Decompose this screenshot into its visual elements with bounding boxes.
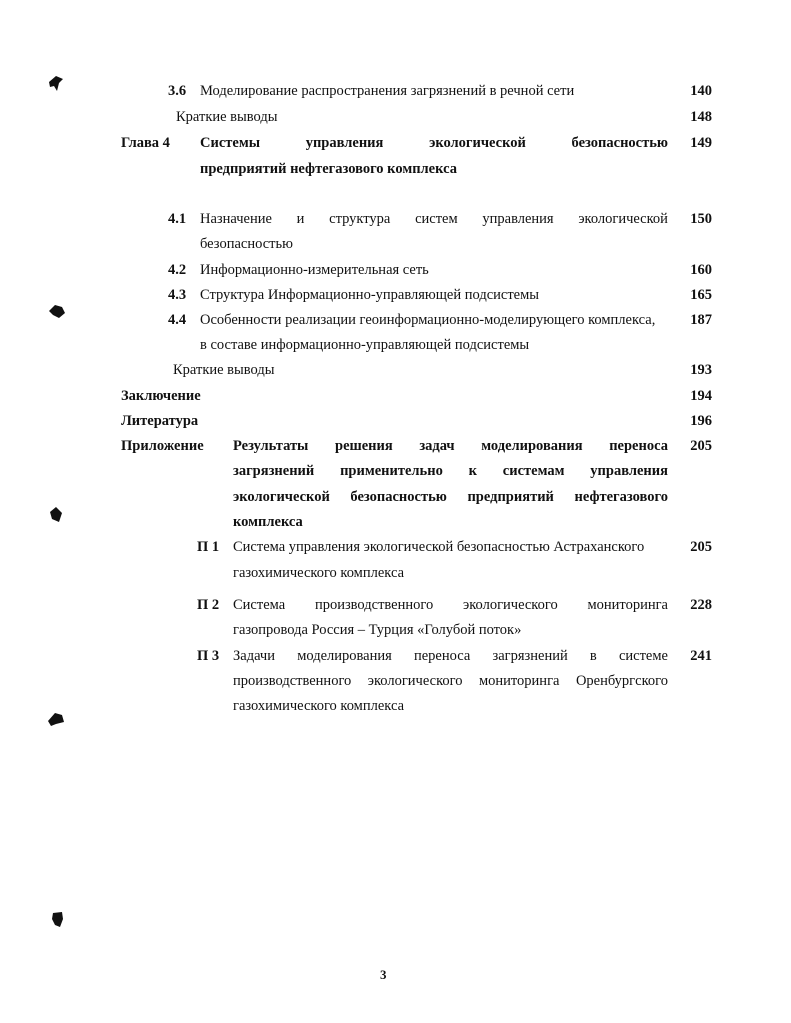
word: производственного	[233, 673, 352, 689]
toc-page-p3: 241	[690, 648, 712, 664]
toc-title-4-2: Информационно-измерительная сеть	[200, 262, 429, 278]
toc-page-4-4: 187	[690, 312, 712, 328]
binding-mark-2	[47, 303, 67, 321]
toc-title-3-6: Моделирование распространения загрязнений в речной сети	[200, 83, 575, 99]
toc-title-4-3: Структура Информационно-управляющей подсистемы	[200, 287, 540, 303]
word: экологического	[463, 597, 558, 613]
toc-appendix-title-line4: комплекса	[233, 514, 303, 530]
binding-mark-5	[49, 910, 67, 930]
toc-page-chapter-4: 149	[690, 135, 712, 151]
page-number: 3	[380, 967, 387, 982]
toc-num-p1: П 1	[197, 539, 220, 555]
toc-title-p3-line3: газохимического комплекса	[233, 698, 405, 714]
word: системам	[502, 463, 565, 479]
word: экологической	[429, 135, 526, 151]
toc-page-literature: 196	[690, 413, 712, 429]
word: безопасностью	[350, 489, 447, 505]
toc-num-p3: П 3	[197, 648, 220, 664]
word: моделирования	[297, 648, 392, 664]
toc-page-4-2: 160	[690, 262, 712, 278]
toc-page-summary-3: 148	[690, 109, 712, 125]
word: переноса	[609, 438, 668, 454]
word: загрязнений	[492, 648, 568, 664]
toc-appendix-title-line3	[233, 488, 668, 506]
word: Система	[233, 597, 286, 613]
toc-page-p1: 205	[690, 539, 712, 555]
toc-page-conclusion: 194	[690, 388, 712, 404]
word: структура	[329, 211, 391, 227]
toc-chapter-4-title-line2: предприятий нефтегазового комплекса	[200, 161, 457, 177]
word: переноса	[413, 648, 471, 664]
toc-chapter-4-label: Глава 4	[121, 135, 170, 151]
word: применительно	[340, 463, 443, 479]
word: безопасностью	[571, 135, 668, 151]
toc-appendix-title-line2	[233, 462, 668, 480]
word: управления	[590, 463, 668, 479]
word: решения	[335, 438, 393, 454]
toc-title-p1-line1: Система управления экологической безопасностью Астраханского	[233, 539, 645, 555]
word: экологического	[367, 673, 463, 689]
toc-title-p3-line2	[233, 672, 668, 690]
toc-title-4-1-line2: безопасностью	[200, 236, 293, 252]
toc-page-4-1: 150	[690, 211, 712, 227]
toc-title-p2-line1	[233, 596, 668, 614]
word: системе	[618, 648, 668, 664]
toc-num-3-6: 3.6	[168, 83, 187, 99]
toc-page-p2: 228	[690, 597, 712, 613]
word: Назначение	[200, 211, 272, 227]
toc-num-4-4: 4.4	[168, 312, 187, 328]
toc-num-4-1: 4.1	[168, 211, 187, 227]
toc-title-summary-3: Краткие выводы	[176, 109, 278, 125]
toc-title-conclusion: Заключение	[121, 388, 201, 404]
word: задач	[419, 438, 455, 454]
word: мониторинга	[478, 673, 560, 689]
toc-appendix-title-line1	[233, 437, 668, 455]
word: производственного	[314, 597, 434, 613]
word: предприятий	[467, 489, 554, 505]
toc-page-4-3: 165	[690, 287, 712, 303]
word: Системы	[200, 135, 261, 151]
word: в	[589, 648, 597, 664]
word: Результаты	[233, 438, 309, 454]
toc-title-p2-line2: газопровода Россия – Турция «Голубой поток»	[233, 622, 522, 638]
binding-mark-4	[46, 710, 66, 728]
toc-num-4-3: 4.3	[168, 287, 187, 303]
toc-page-appendix: 205	[690, 438, 712, 454]
toc-title-literature: Литература	[121, 413, 199, 429]
word: к	[468, 463, 477, 479]
toc-title-p3-line1	[233, 647, 668, 665]
toc-title-summary-4: Краткие выводы	[173, 362, 275, 378]
toc-num-4-2: 4.2	[168, 262, 187, 278]
toc-title-4-4-line1: Особенности реализации геоинформационно-моделирующего комплекса,	[200, 312, 656, 328]
toc-page-3-6: 140	[690, 83, 712, 99]
toc-num-p2: П 2	[197, 597, 220, 613]
word: Задачи	[233, 648, 275, 664]
binding-mark-1	[46, 74, 66, 94]
word: экологической	[578, 211, 668, 227]
word: управления	[482, 211, 554, 227]
word: Оренбургского	[575, 673, 668, 689]
word: моделирования	[481, 438, 583, 454]
toc-title-4-4-line2: в составе информационно-управляющей подсистемы	[200, 337, 530, 353]
word: загрязнений	[233, 463, 315, 479]
toc-chapter-4-title-line1	[200, 134, 668, 152]
toc-title-p1-line2: газохимического комплекса	[233, 565, 405, 581]
word: нефтегазового	[574, 489, 668, 505]
word: и	[296, 211, 305, 227]
word: мониторинга	[587, 597, 668, 613]
toc-page-summary-4: 193	[690, 362, 712, 378]
binding-mark-3	[47, 505, 65, 525]
word: управления	[305, 135, 384, 151]
toc-title-4-1-line1	[200, 210, 668, 228]
word: экологической	[233, 489, 330, 505]
toc-appendix-label: Приложение	[121, 438, 204, 454]
word: систем	[415, 211, 458, 227]
